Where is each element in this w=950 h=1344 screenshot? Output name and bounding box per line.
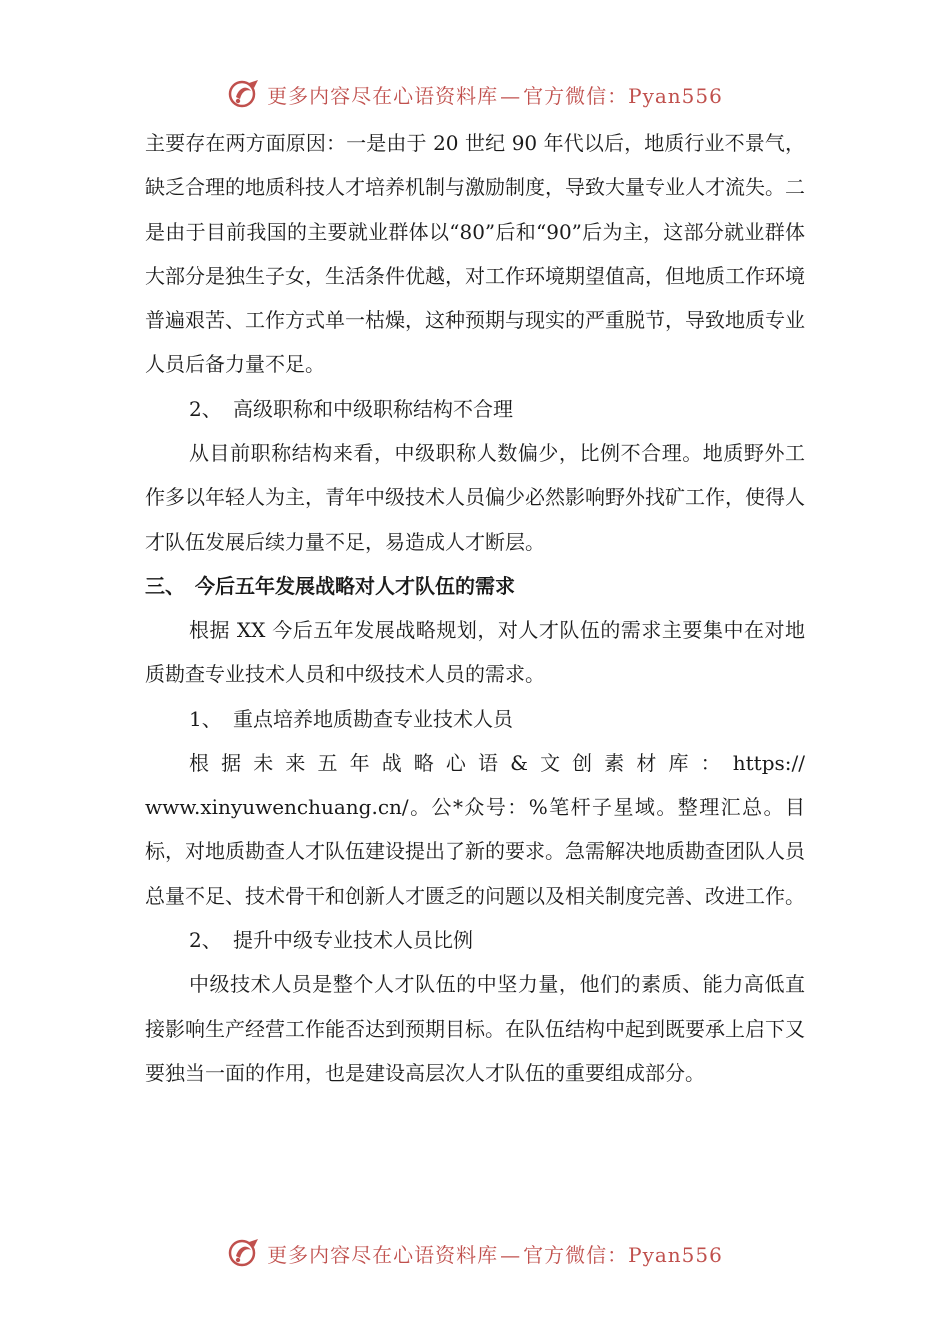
- subheading-text: 重点培养地质勘查专业技术人员: [233, 706, 513, 731]
- xinyu-logo-icon: [227, 1236, 263, 1270]
- subheading-text: 高级职称和中级职称结构不合理: [233, 396, 513, 421]
- paragraph-title-structure: 从目前职称结构来看，中级职称人数偏少，比例不合理。地质野外工作多以年轻人为主，青年中级技术人员偏少必然影响野外找矿工作，使得人才队伍发展后续力量不足，易造成人才断层。: [145, 441, 805, 554]
- footer-banner-wechat: Pyan556: [628, 1242, 723, 1267]
- footer-banner-suffix: 官方微信：: [523, 1242, 629, 1267]
- section-heading-3: [145, 564, 805, 608]
- subheading-number: 2、: [189, 928, 222, 953]
- subheading-number: 1、: [189, 706, 222, 731]
- section-title: 今后五年发展战略对人才队伍的需求: [195, 573, 515, 598]
- subheading-title-structure: [145, 387, 805, 431]
- header-banner: [0, 74, 950, 114]
- paragraph-plan-line1: 根据未来五年战略心语&文创素材库：https://: [189, 750, 805, 775]
- footer-banner: [0, 1233, 950, 1273]
- footer-banner-title: 更多内容尽在心语资料库: [267, 1242, 499, 1267]
- paragraph-plan-rest: www.xinyuwenchuang.cn/。公*众号：%笔杆子星域。整理汇总。目标，对地质勘查人才队伍建设提出了新的要求。急需解决地质勘查团队人员总量不足、技术骨干和创新人才匮乏的问题以及相关制度完善、改进工作。: [145, 795, 805, 908]
- paragraph-strategy: 根据 XX 今后五年发展战略规划，对人才队伍的需求主要集中在对地质勘查专业技术人员和中级技术人员的需求。: [145, 617, 805, 687]
- footer-banner-text: [267, 1239, 723, 1268]
- subheading-text: 提升中级专业技术人员比例: [233, 928, 473, 953]
- header-banner-wechat: Pyan556: [628, 83, 723, 108]
- subheading-number: 2、: [189, 396, 222, 421]
- paragraph-causes: 主要存在两方面原因：一是由于 20 世纪 90 年代以后，地质行业不景气，缺乏合理的地质科技人才培养机制与激励制度，导致大量专业人才流失。二是由于目前我国的主要就业群体以“80”后和“90”后为主，这部分就业群体大部分是独生子女，生活条件优越，对工作环境期望值高，但地质工作环境普遍艰苦、工作方式单一枯燥，这种预期与现实的严重脱节，导致地质专业人员后备力量不足。: [145, 131, 805, 377]
- header-banner-text: [267, 80, 723, 109]
- paragraph-mid-level: 中级技术人员是整个人才队伍的中坚力量，他们的素质、能力高低直接影响生产经营工作能否达到预期目标。在队伍结构中起到既要承上启下又要独当一面的作用，也是建设高层次人才队伍的重要组成部分。: [145, 972, 805, 1085]
- header-banner-title: 更多内容尽在心语资料库: [267, 83, 499, 108]
- header-banner-separator: —: [500, 83, 522, 108]
- subheading-mid-level-ratio: [145, 918, 805, 962]
- section-number: 三、: [145, 573, 185, 598]
- subheading-geology-staff: [145, 697, 805, 741]
- header-banner-suffix: 官方微信：: [523, 83, 629, 108]
- footer-banner-separator: —: [500, 1242, 522, 1267]
- xinyu-logo-icon: [227, 77, 263, 111]
- document-body: [145, 121, 805, 1095]
